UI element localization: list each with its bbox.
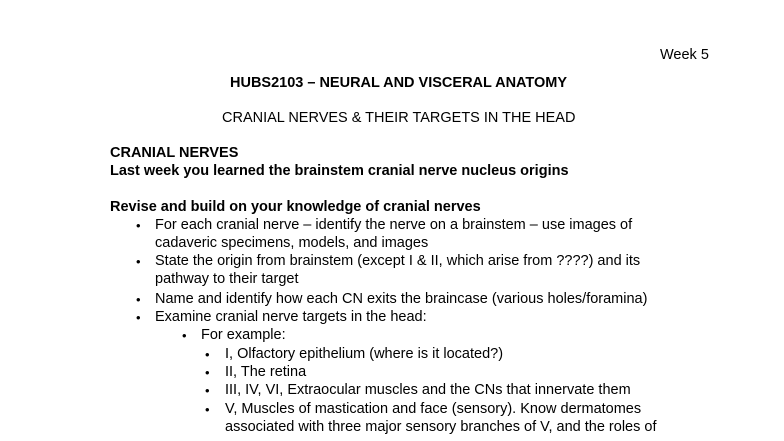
list-item-text: associated with three major sensory branches of V, and the roles of xyxy=(225,419,657,435)
list-item-text: III, IV, VI, Extraocular muscles and the CNs that innervate them xyxy=(225,382,631,398)
section-subheading: Last week you learned the brainstem cranial nerve nucleus origins xyxy=(110,163,569,179)
bullet-marker: • xyxy=(205,347,210,362)
bullet-marker: • xyxy=(136,292,141,307)
bullet-marker: • xyxy=(205,383,210,398)
bullet-marker: • xyxy=(205,402,210,417)
bullet-marker: • xyxy=(136,254,141,269)
list-item-text: I, Olfactory epithelium (where is it located?) xyxy=(225,346,504,362)
bullet-marker: • xyxy=(205,365,210,380)
week-label: Week 5 xyxy=(660,47,709,63)
bullet-marker: • xyxy=(136,218,141,233)
list-item-text: Name and identify how each CN exits the braincase (various holes/foramina) xyxy=(155,291,648,307)
list-item-text: cadaveric specimens, models, and images xyxy=(155,235,429,251)
list-item-text: Examine cranial nerve targets in the head: xyxy=(155,309,427,325)
list-item-text: II, The retina xyxy=(225,364,307,380)
list-item-text: For each cranial nerve – identify the nerve on a brainstem – use images of xyxy=(155,217,633,233)
list-item-text: State the origin from brainstem (except I & II, which arise from ????) and its xyxy=(155,253,641,269)
example-label: For example: xyxy=(201,327,286,343)
list-item-text: V, Muscles of mastication and face (sensory). Know dermatomes xyxy=(225,401,642,417)
list-item-text: pathway to their target xyxy=(155,271,299,287)
course-title: HUBS2103 – NEURAL AND VISCERAL ANATOMY xyxy=(230,75,568,91)
section-heading: CRANIAL NERVES xyxy=(110,145,239,161)
bullet-marker: • xyxy=(136,310,141,325)
page-subtitle: CRANIAL NERVES & THEIR TARGETS IN THE HEAD xyxy=(222,110,576,126)
bullet-marker: • xyxy=(182,328,187,343)
revise-heading: Revise and build on your knowledge of cranial nerves xyxy=(110,199,481,215)
